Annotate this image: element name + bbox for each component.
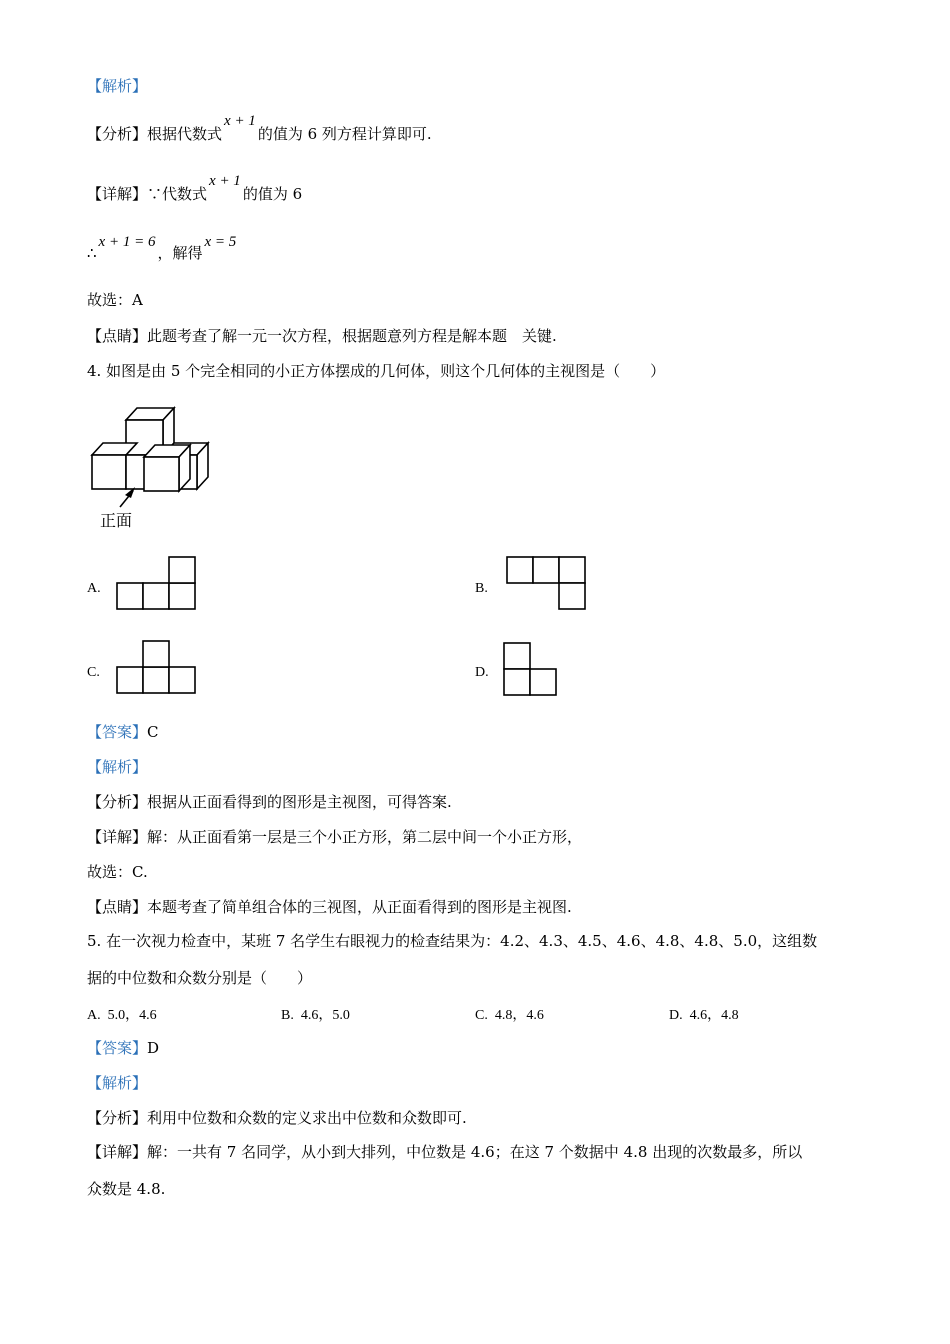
q5-xiangjie-line1: 【详解】解：一共有 7 名同学，从小到大排列，中位数是 4.6；在这 7 个数据中 4.8 出现的次数最多，所以 <box>87 1143 803 1161</box>
q4-option-c-figure <box>116 640 198 695</box>
q5-fenxi: 【分析】利用中位数和众数的定义求出中位数和众数即可. <box>87 1109 467 1127</box>
q4-option-a-label: A. <box>87 581 101 596</box>
q4-option-b-figure <box>506 556 588 611</box>
analysis-tag: 【解析】 <box>87 77 148 95</box>
solution: x = 5 <box>204 234 237 250</box>
q5-option-c: C. 4.8，4.6 <box>475 1008 544 1023</box>
q3-dianjing: 【点睛】此题考查了解一元一次方程，根据题意列方程是解本题 关键. <box>87 327 557 345</box>
q3-choice: 故选：A <box>87 291 143 309</box>
q4-answer: 【答案】C <box>87 723 159 741</box>
q4-question: 4. 如图是由 5 个完全相同的小正方体摆成的几何体，则这个几何体的主视图是（ ） <box>87 362 666 380</box>
q5-option-b: B. 4.6，5.0 <box>281 1008 350 1023</box>
q4-analysis-heading: 【解析】 <box>87 758 148 776</box>
q4-choice: 故选：C. <box>87 863 148 881</box>
q4-option-d-label: D. <box>475 665 489 680</box>
equation: x + 1 = 6 <box>98 234 156 250</box>
front-label: 正面 <box>100 511 133 530</box>
expression: x + 1 <box>224 113 256 129</box>
q5-analysis-heading: 【解析】 <box>87 1074 148 1092</box>
q4-xiangjie: 【详解】解：从正面看第一层是三个小正方形，第二层中间一个小正方形， <box>87 828 583 846</box>
q5-question-line1: 5. 在一次视力检查中，某班 7 名学生右眼视力的检查结果为：4.2、4.3、4.5、4.6、4.8、4.8、5.0，这组数 <box>87 932 818 950</box>
q3-analysis-heading <box>87 76 147 96</box>
q5-xiangjie-line2: 众数是 4.8. <box>87 1180 166 1198</box>
q3-equation-line: ∴x + 1 = 6，解得x = 5 <box>87 234 237 262</box>
q5-question-line2: 据的中位数和众数分别是（ ） <box>87 969 313 987</box>
q4-fenxi: 【分析】根据从正面看得到的图形是主视图，可得答案. <box>87 793 452 811</box>
q3-fenxi: 【分析】根据代数式x + 1的值为 6 列方程计算即可. <box>87 113 432 143</box>
q5-answer: 【答案】D <box>87 1039 160 1057</box>
q4-option-a-figure <box>116 556 198 611</box>
q3-xiangjie: 【详解】∵代数式x + 1的值为 6 <box>87 173 303 203</box>
q4-dianjing: 【点睛】本题考查了简单组合体的三视图，从正面看得到的图形是主视图. <box>87 898 572 916</box>
expression: x + 1 <box>209 173 241 189</box>
q5-option-d: D. 4.6，4.8 <box>669 1008 739 1023</box>
q4-option-b-label: B. <box>475 581 488 596</box>
q4-option-d-figure <box>503 642 559 698</box>
q4-option-c-label: C. <box>87 665 100 680</box>
q5-option-a: A. 5.0，4.6 <box>87 1008 157 1023</box>
